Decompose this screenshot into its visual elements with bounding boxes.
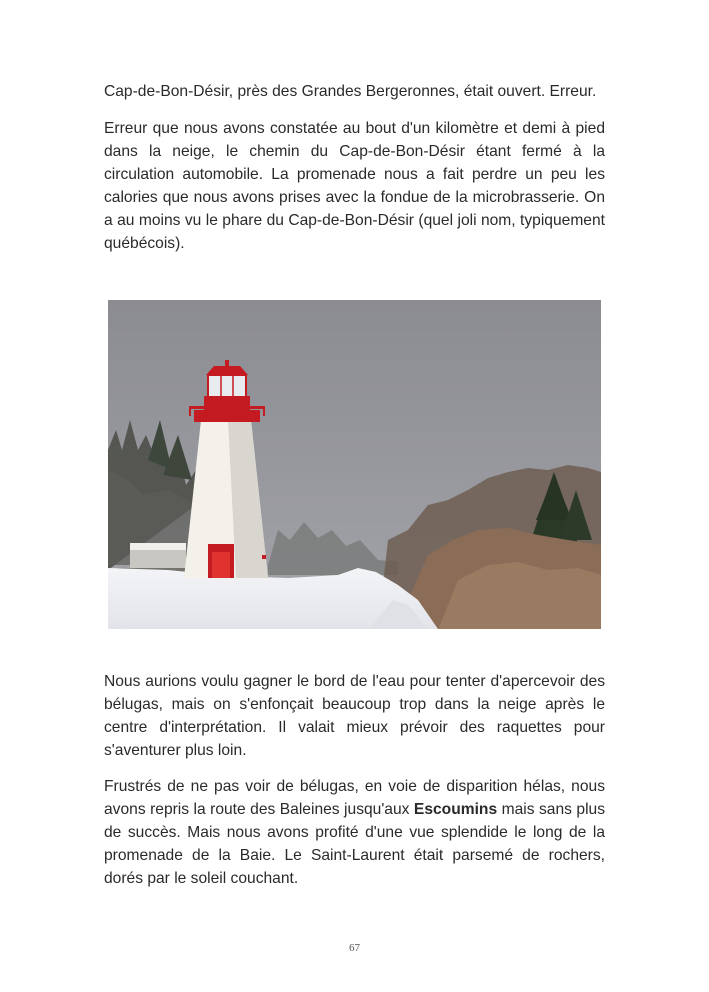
lighthouse-photo (108, 300, 601, 629)
text-block-bottom (104, 670, 605, 903)
paragraph (104, 775, 605, 890)
page-number: 67 (349, 942, 360, 954)
place-name-bold: Escoumins (413, 801, 498, 818)
text-block-top (104, 80, 605, 268)
paragraph: Nous aurions voulu gagner le bord de l'eau pour tenter d'apercevoir des bélugas, mais on s'enfonçait beaucoup trop dans la neige après le centre d'interprétation. Il valait mieux prévoir des raquettes pour s'aventurer plus loin. (104, 673, 605, 759)
text-run: mais sans plus de succès. Mais nous avons profité d'une vue splendide le long de la promenade de la Baie. Le Saint-Laurent était parsemé de rochers, dorés par le soleil couchant. (104, 801, 605, 887)
text-run: Frustrés de ne pas voir de bélugas, en voie de disparition hélas, nous avons repris la route des Baleines jusqu'aux (104, 778, 605, 818)
paragraph: Cap-de-Bon-Désir, près des Grandes Bergeronnes, était ouvert. Erreur. (104, 83, 597, 100)
paragraph: Erreur que nous avons constatée au bout d'un kilomètre et demi à pied dans la neige, le chemin du Cap-de-Bon-Désir étant fermé à la circulation automobile. La promenade nous a fait perdre un peu les calories que nous avons prises avec la fondue de la microbrasserie. On a au moins vu le phare du Cap-de-Bon-Désir (quel joli nom, typiquement québécois). (104, 120, 605, 252)
